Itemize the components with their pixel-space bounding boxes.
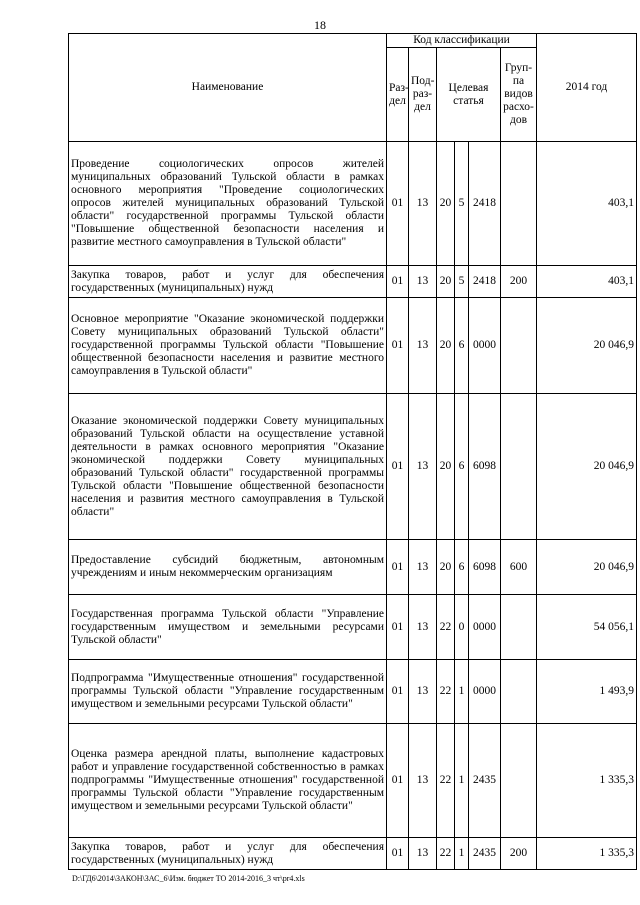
row-expense-type: [501, 142, 537, 266]
row-name: Закупка товаров, работ и услуг для обеспечения государственных (муниципальных) нужд: [69, 838, 387, 870]
row-target-direction: 2435: [469, 724, 501, 838]
row-target-subprogram: 5: [455, 266, 469, 298]
row-expense-type: [501, 660, 537, 724]
row-name: Проведение социологических опросов жителей муниципальных образований Тульской области в рамках основного мероприятия "Проведение социологических опросов жителей муниципальных образований Тульской области" государственной программы Тульской области "Повышение общественной безопасности населения и развитие местного самоуправления в Тульской области": [69, 142, 387, 266]
row-expense-type: 200: [501, 266, 537, 298]
row-razdel: 01: [387, 298, 409, 394]
row-amount-2014: 54 056,1: [537, 595, 637, 660]
header-name: Наименование: [69, 34, 387, 142]
row-podrazdel: 13: [409, 394, 437, 540]
row-target-program: 20: [437, 298, 455, 394]
row-expense-type: 200: [501, 838, 537, 870]
row-target-program: 22: [437, 838, 455, 870]
row-target-subprogram: 1: [455, 660, 469, 724]
row-amount-2014: 20 046,9: [537, 298, 637, 394]
row-expense-type: 600: [501, 540, 537, 595]
row-target-program: 20: [437, 266, 455, 298]
row-target-subprogram: 6: [455, 394, 469, 540]
header-gruppa-vidov-raskhodov: Груп-па видов расхо-дов: [501, 48, 537, 142]
row-amount-2014: 1 493,9: [537, 660, 637, 724]
row-target-direction: 0000: [469, 660, 501, 724]
row-target-direction: 2435: [469, 838, 501, 870]
budget-table: [68, 33, 637, 870]
table-row: [69, 394, 637, 540]
table-row: [69, 724, 637, 838]
row-target-program: 22: [437, 595, 455, 660]
row-razdel: 01: [387, 394, 409, 540]
row-target-subprogram: 0: [455, 595, 469, 660]
row-amount-2014: 403,1: [537, 142, 637, 266]
row-amount-2014: 20 046,9: [537, 394, 637, 540]
header-razdel: Раз-дел: [387, 48, 409, 142]
header-classification: Код классификации: [387, 34, 537, 48]
table-row: [69, 266, 637, 298]
row-amount-2014: 403,1: [537, 266, 637, 298]
row-target-direction: 6098: [469, 540, 501, 595]
header-tselevaya-statya: Целевая статья: [437, 48, 501, 142]
table-row: [69, 660, 637, 724]
row-razdel: 01: [387, 595, 409, 660]
row-target-subprogram: 6: [455, 298, 469, 394]
row-podrazdel: 13: [409, 838, 437, 870]
row-podrazdel: 13: [409, 266, 437, 298]
row-podrazdel: 13: [409, 142, 437, 266]
row-name: Оказание экономической поддержки Совету муниципальных образований Тульской области на осуществление уставной деятельности в рамках основного мероприятия "Оказание экономической поддержки Совету муниципальных образований Тульской области" государственной программы Тульской области "Повышение общественной безопасности населения и развития местного самоуправления в Тульской области": [69, 394, 387, 540]
file-path-footer: D:\ГД6\2014\ЗАКОН\ЗАС_6\Изм. бюджет ТО 2014-2016_3 чт\pr4.xls: [72, 874, 305, 883]
row-podrazdel: 13: [409, 595, 437, 660]
row-target-program: 20: [437, 142, 455, 266]
row-target-direction: 0000: [469, 595, 501, 660]
row-target-program: 22: [437, 660, 455, 724]
row-expense-type: [501, 394, 537, 540]
header-podrazdel: Под-раз-дел: [409, 48, 437, 142]
row-target-subprogram: 1: [455, 838, 469, 870]
row-expense-type: [501, 298, 537, 394]
table-row: [69, 595, 637, 660]
header-year: 2014 год: [537, 34, 637, 142]
row-podrazdel: 13: [409, 540, 437, 595]
table-row: [69, 142, 637, 266]
row-amount-2014: 1 335,3: [537, 724, 637, 838]
row-podrazdel: 13: [409, 724, 437, 838]
row-razdel: 01: [387, 724, 409, 838]
row-name: Основное мероприятие "Оказание экономической поддержки Совету муниципальных образований Тульской области" государственной программы Тульской области "Повышение общественной безопасности населения и развитие местного самоуправления в Тульской области": [69, 298, 387, 394]
row-podrazdel: 13: [409, 660, 437, 724]
row-razdel: 01: [387, 266, 409, 298]
row-target-program: 20: [437, 540, 455, 595]
row-razdel: 01: [387, 142, 409, 266]
row-name: Государственная программа Тульской области "Управление государственным имуществом и земельными ресурсами Тульской области": [69, 595, 387, 660]
table-row: [69, 540, 637, 595]
row-target-direction: 2418: [469, 266, 501, 298]
row-name: Подпрограмма "Имущественные отношения" государственной программы Тульской области "Управление государственным имуществом и земельными ресурсами Тульской области": [69, 660, 387, 724]
table-row: [69, 838, 637, 870]
row-amount-2014: 1 335,3: [537, 838, 637, 870]
row-expense-type: [501, 595, 537, 660]
row-razdel: 01: [387, 838, 409, 870]
row-target-program: 22: [437, 724, 455, 838]
row-name: Оценка размера арендной платы, выполнение кадастровых работ и управление государственной собственностью в рамках подпрограммы "Имущественные отношения" государственной программы Тульской области "Управление государственным имуществом и земельными ресурсами Тульской области": [69, 724, 387, 838]
row-target-direction: 6098: [469, 394, 501, 540]
row-target-subprogram: 1: [455, 724, 469, 838]
row-amount-2014: 20 046,9: [537, 540, 637, 595]
row-target-direction: 0000: [469, 298, 501, 394]
row-expense-type: [501, 724, 537, 838]
row-razdel: 01: [387, 540, 409, 595]
row-name: Предоставление субсидий бюджетным, автономным учреждениям и иным некоммерческим организациям: [69, 540, 387, 595]
row-name: Закупка товаров, работ и услуг для обеспечения государственных (муниципальных) нужд: [69, 266, 387, 298]
row-razdel: 01: [387, 660, 409, 724]
page-number: 18: [314, 18, 326, 32]
table-row: [69, 298, 637, 394]
row-target-program: 20: [437, 394, 455, 540]
row-target-subprogram: 6: [455, 540, 469, 595]
row-target-direction: 2418: [469, 142, 501, 266]
row-podrazdel: 13: [409, 298, 437, 394]
row-target-subprogram: 5: [455, 142, 469, 266]
